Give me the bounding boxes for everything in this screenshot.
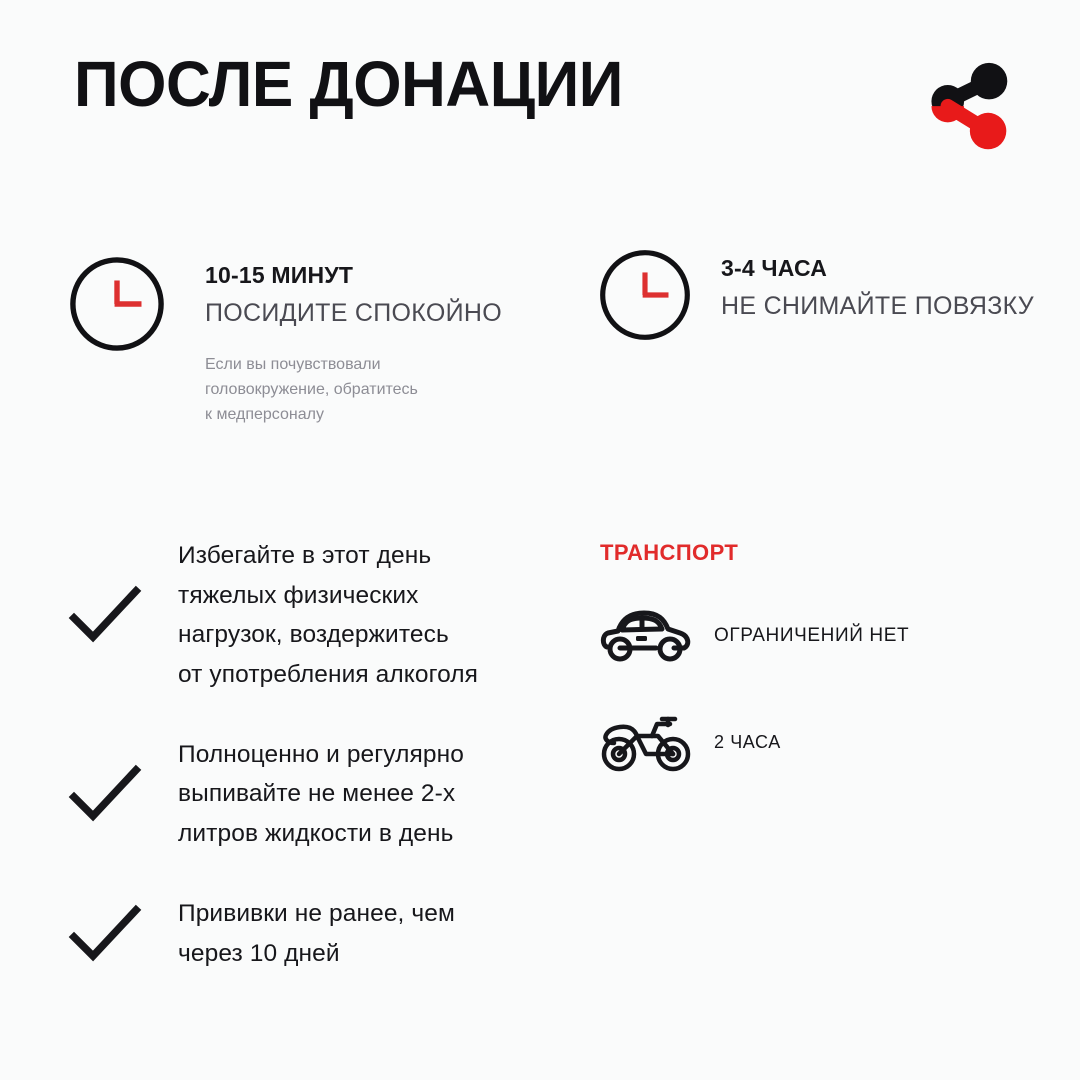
check-icon bbox=[68, 902, 144, 966]
timing-duration: 10-15 МИНУТ bbox=[205, 262, 354, 288]
timing-text bbox=[205, 261, 502, 329]
list-item-line: через 10 дней bbox=[178, 939, 340, 967]
list-item bbox=[68, 536, 538, 695]
timing-text bbox=[721, 254, 1034, 322]
transport-label: 2 ЧАСА bbox=[714, 731, 781, 752]
check-icon bbox=[68, 583, 144, 647]
transport-label: ОГРАНИЧЕНИЙ НЕТ bbox=[714, 625, 910, 646]
transport-row bbox=[600, 604, 1040, 668]
timing-note-line: к медперсоналу bbox=[205, 405, 324, 423]
timing-instruction: ПОСИДИТЕ СПОКОЙНО bbox=[205, 298, 502, 327]
list-item bbox=[68, 735, 538, 854]
list-item-text bbox=[178, 735, 464, 854]
timing-note-line: Если вы почувствовали bbox=[205, 356, 381, 373]
car-icon bbox=[600, 607, 694, 665]
check-icon bbox=[68, 762, 144, 826]
list-item-text bbox=[178, 536, 478, 695]
timing-instruction: НЕ СНИМАЙТЕ ПОВЯЗКУ bbox=[721, 291, 1034, 320]
list-item-text bbox=[178, 894, 455, 973]
list-item-line: Полноценно и регулярно bbox=[178, 740, 464, 768]
list-item-line: Прививки не ранее, чем bbox=[178, 899, 455, 927]
checklist bbox=[68, 536, 538, 973]
transport-section bbox=[600, 540, 1040, 774]
list-item-line: нагрузок, воздержитесь bbox=[178, 621, 449, 649]
timing-note-line: головокружение, обратитесь bbox=[205, 380, 418, 398]
motorcycle-icon bbox=[600, 712, 694, 772]
transport-title: ТРАНСПОРТ bbox=[600, 540, 739, 565]
share-icon[interactable] bbox=[918, 60, 1014, 156]
timing-note bbox=[205, 353, 505, 427]
car-icon-wrap bbox=[600, 604, 694, 668]
motorcycle-icon-wrap bbox=[600, 710, 694, 774]
transport-row bbox=[600, 710, 1040, 774]
list-item-line: выпивайте не менее 2-х bbox=[178, 780, 456, 808]
page-title: ПОСЛЕ ДОНАЦИИ bbox=[74, 48, 623, 120]
list-item-line: литров жидкости в день bbox=[178, 820, 454, 848]
list-item-line: Избегайте в этот день bbox=[178, 542, 432, 569]
list-item-line: от употребления алкоголя bbox=[178, 661, 479, 689]
list-item bbox=[68, 894, 538, 973]
list-item-line: тяжелых физических bbox=[178, 581, 419, 609]
header bbox=[74, 48, 1014, 162]
timing-duration: 3-4 ЧАСА bbox=[721, 255, 828, 281]
clock-icon bbox=[598, 248, 692, 342]
clock-icon bbox=[68, 255, 166, 353]
